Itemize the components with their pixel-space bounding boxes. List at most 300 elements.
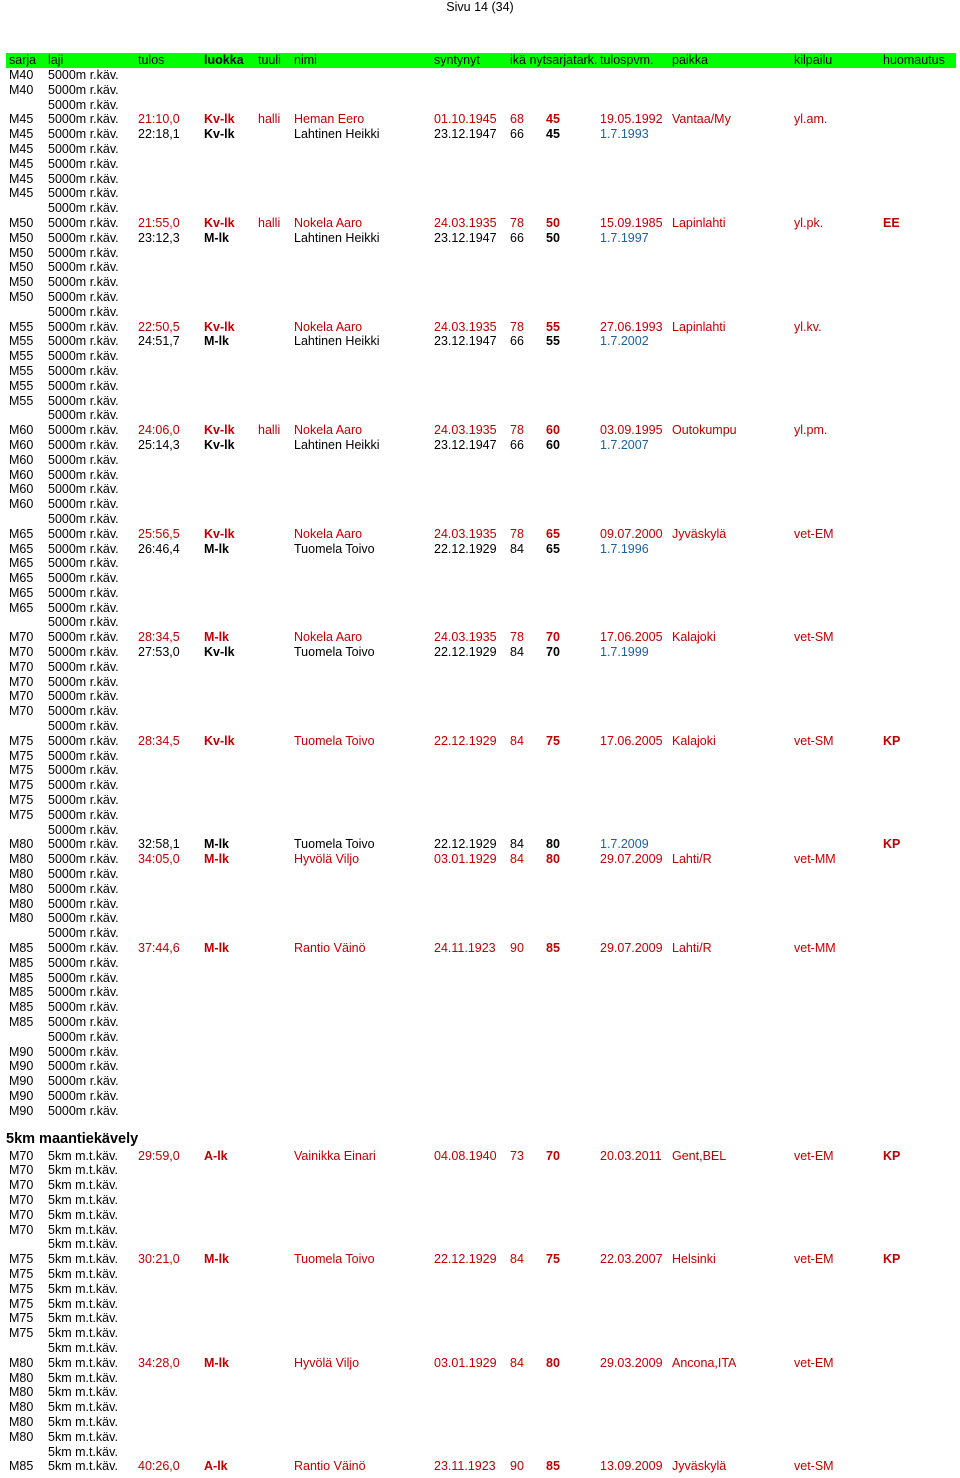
cell-tulospvm: 17.06.2005 bbox=[600, 630, 663, 645]
cell-sarjatark: 50 bbox=[546, 215, 560, 230]
cell-tuuli: halli bbox=[258, 112, 281, 127]
cell-sarja: M50 bbox=[9, 275, 34, 290]
cell-laji: 5km m.t.käv. bbox=[48, 1385, 118, 1400]
cell-syntynyt: 24.11.1923 bbox=[434, 941, 496, 956]
cell-sarja: M70 bbox=[9, 704, 34, 719]
cell-nimi: Rantio Väinö bbox=[294, 941, 366, 956]
table-row bbox=[6, 837, 956, 852]
cell-laji: 5km m.t.käv. bbox=[48, 1355, 118, 1370]
cell-nimi: Hyvölä Viljo bbox=[294, 852, 360, 867]
table-row bbox=[6, 542, 956, 557]
cell-laji: 5km m.t.käv. bbox=[48, 1311, 118, 1326]
cell-sarja: M75 bbox=[9, 1281, 34, 1296]
cell-laji: 5000m r.käv. bbox=[48, 1015, 119, 1029]
cell-laji: 5km m.t.käv. bbox=[48, 1207, 118, 1222]
table-row bbox=[6, 926, 956, 941]
cell-tulos: 24:06,0 bbox=[138, 423, 180, 438]
table-row bbox=[6, 1267, 956, 1282]
cell-sarja: M55 bbox=[9, 319, 34, 334]
table-row bbox=[6, 1045, 956, 1060]
cell-huomautus: KP bbox=[883, 837, 901, 852]
cell-sarja: M85 bbox=[9, 1459, 34, 1474]
cell-nimi: Lahtinen Heikki bbox=[294, 437, 380, 452]
cell-laji: 5km m.t.käv. bbox=[48, 1414, 118, 1429]
cell-sarja: M70 bbox=[9, 1222, 34, 1237]
table-row bbox=[6, 675, 956, 690]
table-row bbox=[6, 571, 956, 586]
cell-sarja: M80 bbox=[9, 867, 34, 882]
cell-tulospvm: 27.06.1993 bbox=[600, 319, 663, 334]
table-row bbox=[6, 630, 956, 645]
table-row bbox=[6, 867, 956, 882]
cell-laji: 5000m r.käv. bbox=[48, 141, 119, 156]
table-row bbox=[6, 1223, 956, 1238]
table-row bbox=[6, 320, 956, 335]
column-header-tulospvm: tulospvm. bbox=[600, 53, 654, 67]
cell-tulos: 25:56,5 bbox=[138, 526, 180, 541]
cell-ika-nyt: 90 bbox=[510, 941, 524, 956]
cell-laji: 5000m r.käv. bbox=[48, 526, 119, 541]
cell-paikka: Lahti/R bbox=[672, 852, 712, 867]
table-row bbox=[6, 956, 956, 971]
cell-sarja: M55 bbox=[9, 393, 34, 408]
cell-laji: 5000m r.käv. bbox=[48, 807, 119, 822]
cell-luokka: A-lk bbox=[204, 1459, 228, 1474]
cell-tulospvm: 03.09.1995 bbox=[600, 423, 663, 438]
cell-syntynyt: 23.12.1947 bbox=[434, 230, 497, 245]
cell-luokka: M-lk bbox=[204, 941, 229, 956]
cell-kilpailu: vet-EM bbox=[794, 1148, 834, 1163]
cell-nimi: Lahtinen Heikki bbox=[294, 334, 380, 349]
table-row bbox=[6, 1385, 956, 1400]
cell-laji: 5000m r.käv. bbox=[48, 955, 119, 970]
table-row bbox=[6, 941, 956, 956]
cell-ika-nyt: 84 bbox=[510, 645, 524, 660]
cell-syntynyt: 24.03.1935 bbox=[434, 423, 497, 438]
cell-laji: 5000m r.käv. bbox=[48, 941, 119, 956]
cell-laji: 5000m r.käv. bbox=[48, 926, 119, 941]
cell-laji: 5000m r.käv. bbox=[48, 201, 119, 216]
table-row bbox=[6, 793, 956, 808]
table-row bbox=[6, 112, 956, 127]
cell-laji: 5000m r.käv. bbox=[48, 585, 119, 600]
cell-sarjatark: 75 bbox=[546, 1252, 560, 1267]
cell-kilpailu: yl.pm. bbox=[794, 423, 828, 438]
cell-luokka: Kv-lk bbox=[204, 112, 235, 127]
cell-nimi: Nokela Aaro bbox=[294, 215, 363, 230]
cell-syntynyt: 03.01.1929 bbox=[434, 852, 497, 867]
cell-syntynyt: 22.12.1929 bbox=[434, 733, 497, 748]
cell-laji: 5km m.t.käv. bbox=[48, 1192, 118, 1207]
cell-tulospvm: 29.07.2009 bbox=[600, 941, 663, 956]
cell-laji: 5000m r.käv. bbox=[48, 245, 119, 260]
table-row bbox=[6, 216, 956, 231]
cell-laji: 5000m r.käv. bbox=[48, 260, 119, 275]
cell-ika-nyt: 84 bbox=[510, 541, 524, 556]
cell-luokka: M-lk bbox=[204, 1355, 229, 1370]
cell-luokka: M-lk bbox=[204, 852, 229, 867]
cell-kilpailu: yl.pk. bbox=[794, 215, 824, 230]
cell-tulos: 27:53,0 bbox=[138, 645, 180, 660]
table-row bbox=[6, 246, 956, 261]
table-row bbox=[6, 201, 956, 216]
table-row bbox=[6, 1430, 956, 1445]
cell-sarja: M60 bbox=[9, 467, 34, 482]
results-table bbox=[6, 53, 956, 1474]
cell-sarjatark: 55 bbox=[546, 334, 560, 349]
table-row bbox=[6, 749, 956, 764]
cell-laji: 5000m r.käv. bbox=[48, 763, 119, 778]
cell-kilpailu: yl.kv. bbox=[794, 319, 822, 334]
cell-sarja: M40 bbox=[9, 82, 34, 97]
cell-sarja: M80 bbox=[9, 881, 34, 896]
cell-tulospvm: 19.05.1992 bbox=[600, 112, 663, 127]
cell-sarja: M90 bbox=[9, 1088, 34, 1103]
cell-sarjatark: 65 bbox=[546, 541, 560, 556]
cell-sarja: M85 bbox=[9, 1000, 34, 1015]
cell-paikka: Lahti/R bbox=[672, 941, 712, 956]
table-row bbox=[6, 1163, 956, 1178]
cell-laji: 5000m r.käv. bbox=[48, 778, 119, 793]
cell-ika-nyt: 78 bbox=[510, 319, 524, 334]
column-header-paikka: paikka bbox=[672, 53, 709, 67]
cell-sarja: M80 bbox=[9, 1429, 34, 1444]
cell-ika-nyt: 66 bbox=[510, 334, 524, 349]
table-header-row bbox=[6, 53, 956, 68]
cell-sarja: M90 bbox=[9, 1103, 34, 1118]
table-row bbox=[6, 897, 956, 912]
cell-sarjatark: 65 bbox=[546, 526, 560, 541]
cell-syntynyt: 23.12.1947 bbox=[434, 334, 497, 349]
cell-sarja: M75 bbox=[9, 807, 34, 822]
cell-laji: 5km m.t.käv. bbox=[48, 1163, 118, 1178]
cell-sarjatark: 60 bbox=[546, 423, 560, 438]
cell-sarja: M85 bbox=[9, 941, 34, 956]
cell-sarja: M75 bbox=[9, 763, 34, 778]
cell-sarja: M65 bbox=[9, 585, 34, 600]
table-row bbox=[6, 172, 956, 187]
table-row bbox=[6, 689, 956, 704]
table-row bbox=[6, 1297, 956, 1312]
cell-paikka: Kalajoki bbox=[672, 733, 716, 748]
cell-laji: 5000m r.käv. bbox=[48, 822, 119, 837]
table-row bbox=[6, 882, 956, 897]
cell-syntynyt: 24.03.1935 bbox=[434, 319, 497, 334]
table-row bbox=[6, 971, 956, 986]
cell-ika-nyt: 66 bbox=[510, 127, 524, 142]
cell-luokka: M-lk bbox=[204, 230, 229, 245]
cell-tulos: 24:51,7 bbox=[138, 334, 180, 349]
cell-laji: 5000m r.käv. bbox=[48, 896, 119, 911]
cell-nimi: Lahtinen Heikki bbox=[294, 127, 380, 142]
cell-laji: 5km m.t.käv. bbox=[48, 1340, 118, 1355]
cell-tulospvm: 13.09.2009 bbox=[600, 1459, 663, 1474]
cell-luokka: Kv-lk bbox=[204, 645, 235, 660]
cell-laji: 5000m r.käv. bbox=[48, 571, 119, 586]
table-row bbox=[6, 468, 956, 483]
table-row bbox=[6, 1074, 956, 1089]
cell-sarja: M50 bbox=[9, 230, 34, 245]
table-row bbox=[6, 1311, 956, 1326]
cell-tulospvm: 09.07.2000 bbox=[600, 526, 663, 541]
cell-sarja: M50 bbox=[9, 260, 34, 275]
cell-nimi: Lahtinen Heikki bbox=[294, 230, 380, 245]
cell-sarjatark: 75 bbox=[546, 733, 560, 748]
cell-huomautus: KP bbox=[883, 733, 901, 748]
table-row bbox=[6, 290, 956, 305]
cell-laji: 5000m r.käv. bbox=[48, 985, 119, 1000]
cell-sarja: M70 bbox=[9, 674, 34, 689]
cell-tuuli: halli bbox=[258, 423, 281, 438]
cell-nimi: Nokela Aaro bbox=[294, 526, 363, 541]
table-row bbox=[6, 823, 956, 838]
cell-sarja: M75 bbox=[9, 793, 34, 808]
cell-tulospvm: 20.03.2011 bbox=[600, 1148, 662, 1163]
cell-laji: 5000m r.käv. bbox=[48, 1000, 119, 1015]
cell-sarjatark: 50 bbox=[546, 230, 560, 245]
column-header-ika-nyt: ikä nyt bbox=[510, 53, 547, 67]
cell-laji: 5000m r.käv. bbox=[48, 452, 119, 467]
cell-sarja: M45 bbox=[9, 141, 34, 156]
cell-tulos: 34:05,0 bbox=[138, 852, 180, 867]
table-row bbox=[6, 231, 956, 246]
cell-sarja: M65 bbox=[9, 571, 34, 586]
cell-tulos: 22:18,1 bbox=[138, 127, 180, 142]
cell-kilpailu: vet-EM bbox=[794, 1252, 834, 1267]
cell-sarja: M80 bbox=[9, 1414, 34, 1429]
cell-laji: 5000m r.käv. bbox=[48, 378, 119, 393]
cell-tulos: 28:34,5 bbox=[138, 733, 180, 748]
table-row bbox=[6, 157, 956, 172]
cell-ika-nyt: 78 bbox=[510, 423, 524, 438]
cell-luokka: Kv-lk bbox=[204, 437, 235, 452]
cell-ika-nyt: 73 bbox=[510, 1148, 524, 1163]
cell-laji: 5km m.t.käv. bbox=[48, 1237, 118, 1252]
table-row bbox=[6, 453, 956, 468]
column-header-tulos: tulos bbox=[138, 53, 165, 67]
table-row bbox=[6, 601, 956, 616]
cell-laji: 5000m r.käv. bbox=[48, 852, 119, 867]
table-row bbox=[6, 1089, 956, 1104]
column-header-sarjatark: sarjatark. bbox=[546, 53, 598, 67]
cell-luokka: M-lk bbox=[204, 630, 229, 645]
column-header-huomautus: huomautus bbox=[883, 53, 945, 67]
cell-nimi: Hyvölä Viljo bbox=[294, 1355, 360, 1370]
table-row bbox=[6, 719, 956, 734]
cell-kilpailu: vet-EM bbox=[794, 1355, 834, 1370]
cell-nimi: Vainikka Einari bbox=[294, 1148, 376, 1163]
cell-sarja: M45 bbox=[9, 186, 34, 201]
cell-luokka: Kv-lk bbox=[204, 127, 235, 142]
cell-syntynyt: 23.12.1947 bbox=[434, 127, 497, 142]
table-row bbox=[6, 763, 956, 778]
table-row bbox=[6, 1459, 956, 1474]
cell-tulospvm: 15.09.1985 bbox=[600, 215, 663, 230]
cell-sarjatark: 85 bbox=[546, 1459, 560, 1474]
cell-sarja: M70 bbox=[9, 689, 34, 704]
cell-laji: 5000m r.käv. bbox=[48, 334, 119, 349]
cell-sarja: M75 bbox=[9, 1296, 34, 1311]
cell-ika-nyt: 68 bbox=[510, 112, 524, 127]
cell-nimi: Tuomela Toivo bbox=[294, 733, 375, 748]
cell-laji: 5km m.t.käv. bbox=[48, 1296, 118, 1311]
table-row bbox=[6, 98, 956, 113]
cell-sarja: M60 bbox=[9, 482, 34, 497]
cell-nimi: Tuomela Toivo bbox=[294, 645, 375, 660]
cell-tulos: 32:58,1 bbox=[138, 837, 180, 852]
cell-laji: 5000m r.käv. bbox=[48, 600, 119, 615]
cell-laji: 5000m r.käv. bbox=[48, 659, 119, 674]
table-row bbox=[6, 275, 956, 290]
cell-nimi: Tuomela Toivo bbox=[294, 541, 375, 556]
table-row bbox=[6, 1371, 956, 1386]
cell-luokka: Kv-lk bbox=[204, 319, 235, 334]
cell-laji: 5000m r.käv. bbox=[48, 704, 119, 719]
cell-ika-nyt: 84 bbox=[510, 1252, 524, 1267]
cell-nimi: Nokela Aaro bbox=[294, 319, 363, 334]
cell-sarja: M90 bbox=[9, 1074, 34, 1089]
page-number-header: Sivu 14 (34) bbox=[446, 0, 514, 14]
cell-paikka: Outokumpu bbox=[672, 423, 737, 438]
cell-nimi: Nokela Aaro bbox=[294, 630, 363, 645]
cell-kilpailu: vet-EM bbox=[794, 526, 834, 541]
cell-laji: 5km m.t.käv. bbox=[48, 1326, 118, 1341]
cell-sarja: M70 bbox=[9, 1148, 34, 1163]
cell-ika-nyt: 78 bbox=[510, 526, 524, 541]
cell-syntynyt: 24.03.1935 bbox=[434, 630, 497, 645]
column-header-laji: laji bbox=[48, 53, 64, 67]
cell-laji: 5000m r.käv. bbox=[48, 467, 119, 482]
cell-laji: 5000m r.käv. bbox=[48, 1059, 119, 1074]
cell-tulospvm: 1.7.1997 bbox=[600, 230, 649, 245]
cell-syntynyt: 04.08.1940 bbox=[434, 1148, 497, 1163]
cell-sarja: M65 bbox=[9, 556, 34, 571]
table-row bbox=[6, 408, 956, 423]
cell-huomautus: EE bbox=[883, 215, 900, 230]
cell-luokka: Kv-lk bbox=[204, 423, 235, 438]
cell-kilpailu: vet-SM bbox=[794, 1459, 834, 1474]
cell-sarja: M70 bbox=[9, 1163, 34, 1178]
cell-laji: 5000m r.käv. bbox=[48, 733, 119, 748]
cell-huomautus: KP bbox=[883, 1252, 901, 1267]
table-row bbox=[6, 127, 956, 142]
cell-laji: 5000m r.käv. bbox=[48, 837, 119, 852]
cell-laji: 5km m.t.käv. bbox=[48, 1400, 118, 1415]
cell-laji: 5km m.t.käv. bbox=[48, 1178, 118, 1193]
cell-laji: 5000m r.käv. bbox=[48, 171, 119, 186]
table-body bbox=[6, 68, 956, 1474]
table-row bbox=[6, 438, 956, 453]
cell-tulos: 40:26,0 bbox=[138, 1459, 180, 1474]
cell-laji: 5000m r.käv. bbox=[48, 793, 119, 808]
cell-syntynyt: 22.12.1929 bbox=[434, 1252, 497, 1267]
cell-sarja: M55 bbox=[9, 378, 34, 393]
cell-sarja: M75 bbox=[9, 1311, 34, 1326]
cell-ika-nyt: 78 bbox=[510, 630, 524, 645]
cell-laji: 5km m.t.käv. bbox=[48, 1266, 118, 1281]
cell-sarja: M65 bbox=[9, 526, 34, 541]
cell-tulos: 28:34,5 bbox=[138, 630, 180, 645]
cell-sarja: M60 bbox=[9, 423, 34, 438]
column-header-luokka: luokka bbox=[204, 53, 244, 67]
cell-tulos: 37:44,6 bbox=[138, 941, 180, 956]
cell-luokka: M-lk bbox=[204, 334, 229, 349]
column-header-tuuli: tuuli bbox=[258, 53, 281, 67]
cell-sarja: M65 bbox=[9, 541, 34, 556]
cell-tulos: 25:14,3 bbox=[138, 437, 180, 452]
cell-laji: 5000m r.käv. bbox=[48, 68, 119, 82]
cell-nimi: Tuomela Toivo bbox=[294, 837, 375, 852]
cell-laji: 5km m.t.käv. bbox=[48, 1222, 118, 1237]
cell-luokka: Kv-lk bbox=[204, 526, 235, 541]
cell-sarja: M80 bbox=[9, 852, 34, 867]
cell-laji: 5000m r.käv. bbox=[48, 1044, 119, 1059]
cell-sarja: M50 bbox=[9, 245, 34, 260]
cell-sarja: M65 bbox=[9, 600, 34, 615]
cell-tulospvm: 22.03.2007 bbox=[600, 1252, 663, 1267]
cell-laji: 5000m r.käv. bbox=[48, 630, 119, 645]
cell-sarja: M70 bbox=[9, 1207, 34, 1222]
cell-sarja: M80 bbox=[9, 911, 34, 926]
table-row bbox=[6, 556, 956, 571]
table-row bbox=[6, 734, 956, 749]
cell-sarja: M70 bbox=[9, 645, 34, 660]
cell-tulos: 34:28,0 bbox=[138, 1355, 180, 1370]
cell-sarja: M75 bbox=[9, 778, 34, 793]
cell-tulospvm: 1.7.2007 bbox=[600, 437, 649, 452]
table-row bbox=[6, 68, 956, 83]
cell-sarja: M70 bbox=[9, 630, 34, 645]
cell-sarja: M70 bbox=[9, 659, 34, 674]
table-row bbox=[6, 349, 956, 364]
cell-nimi: Rantio Väinö bbox=[294, 1459, 366, 1474]
cell-tulospvm: 1.7.2002 bbox=[600, 334, 649, 349]
cell-luokka: Kv-lk bbox=[204, 215, 235, 230]
table-row bbox=[6, 1400, 956, 1415]
cell-sarjatark: 55 bbox=[546, 319, 560, 334]
cell-sarjatark: 70 bbox=[546, 630, 560, 645]
column-header-kilpailu: kilpailu bbox=[794, 53, 833, 67]
table-row bbox=[6, 615, 956, 630]
table-row bbox=[6, 1356, 956, 1371]
table-row bbox=[6, 305, 956, 320]
cell-laji: 5km m.t.käv. bbox=[48, 1252, 118, 1267]
cell-sarja: M80 bbox=[9, 1355, 34, 1370]
cell-syntynyt: 22.12.1929 bbox=[434, 837, 497, 852]
cell-syntynyt: 22.12.1929 bbox=[434, 541, 497, 556]
cell-sarjatark: 80 bbox=[546, 837, 560, 852]
cell-syntynyt: 03.01.1929 bbox=[434, 1355, 497, 1370]
cell-sarja: M75 bbox=[9, 733, 34, 748]
cell-luokka: Kv-lk bbox=[204, 733, 235, 748]
table-row bbox=[6, 83, 956, 98]
table-row bbox=[6, 1015, 956, 1030]
cell-laji: 5km m.t.käv. bbox=[48, 1148, 118, 1163]
cell-sarja: M90 bbox=[9, 1059, 34, 1074]
cell-syntynyt: 23.11.1923 bbox=[434, 1459, 496, 1474]
cell-paikka: Lapinlahti bbox=[672, 215, 726, 230]
cell-luokka: A-lk bbox=[204, 1148, 228, 1163]
cell-laji: 5000m r.käv. bbox=[48, 127, 119, 142]
cell-ika-nyt: 90 bbox=[510, 1459, 524, 1474]
table-row bbox=[6, 1237, 956, 1252]
cell-sarja: M85 bbox=[9, 970, 34, 985]
table-row bbox=[6, 423, 956, 438]
cell-ika-nyt: 66 bbox=[510, 230, 524, 245]
cell-laji: 5000m r.käv. bbox=[48, 304, 119, 319]
table-row bbox=[6, 778, 956, 793]
table-row bbox=[6, 1208, 956, 1223]
